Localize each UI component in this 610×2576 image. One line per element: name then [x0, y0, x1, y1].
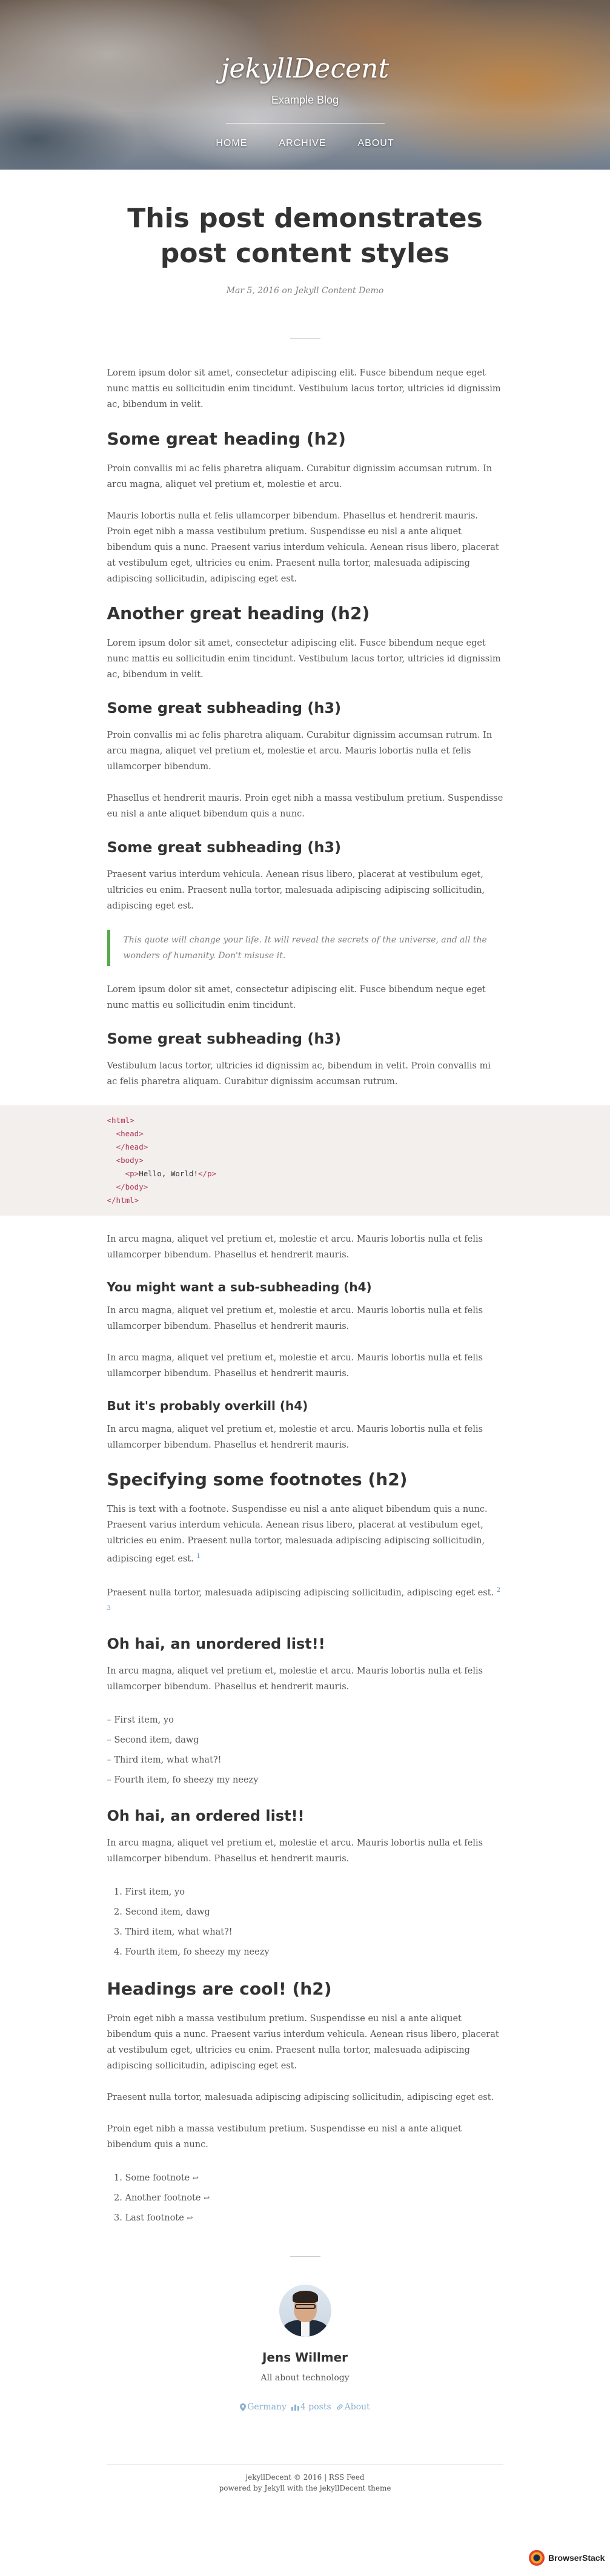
heading-h2: Specifying some footnotes (h2)	[107, 1469, 408, 1489]
footnotes-list	[125, 2168, 503, 2228]
hero-header	[0, 0, 610, 170]
list-item: 3. Third item, what what?!	[125, 1922, 503, 1942]
heading-h2: Headings are cool! (h2)	[107, 1979, 332, 1999]
paragraph: Lorem ipsum dolor sit amet, consectetur adipiscing elit. Fusce bibendum neque eget nunc mattis eu sollicitudin enim tincidunt. Vestibulum lacus tortor, ultricies id dignissim ac, bibendum in velit.	[107, 368, 501, 409]
code-tag: <html>	[107, 1116, 134, 1125]
avatar-shirt	[301, 2320, 310, 2337]
author-about-label: About	[344, 2402, 370, 2412]
code-tag: </html>	[107, 1196, 139, 1205]
site-footer	[0, 2464, 610, 2492]
footer-powered-by: powered by Jekyll with the jekyllDecent theme	[219, 2484, 391, 2493]
footnote-backlink[interactable]: ↩	[192, 2174, 199, 2183]
list-item: 2. Second item, dawg	[125, 1902, 503, 1922]
paragraph	[107, 1502, 503, 1567]
author-divider	[290, 2256, 320, 2257]
post-meta: Mar 5, 2016 on Jekyll Content Demo	[226, 286, 384, 296]
author-bio: All about technology	[260, 2373, 350, 2383]
heading-h4: But it's probably overkill (h4)	[107, 1399, 308, 1413]
heading-h3: Some great subheading (h3)	[107, 1030, 342, 1047]
footnote-backlink[interactable]: ↩	[187, 2214, 193, 2223]
footnote-refs[interactable]: 2 3	[107, 1586, 501, 1612]
paragraph	[107, 1583, 503, 1619]
nav-home[interactable]: HOME	[216, 138, 248, 148]
ordered-list	[125, 1882, 503, 1962]
browserstack-badge	[529, 2550, 605, 2566]
paragraph: Proin convallis mi ac felis pharetra aliquam. Curabitur dignissim accumsan rutrum. In arcu magna, aliquet vel pretium et, molestie et arcu. Mauris lobortis nulla et felis ullamcorper bibendum.	[107, 730, 492, 772]
footnote-item	[125, 2168, 503, 2188]
header-divider	[226, 123, 385, 124]
code-tag: <p>	[125, 1169, 139, 1178]
list-item: – Second item, dawg	[107, 1730, 503, 1750]
avatar-glasses	[295, 2304, 316, 2309]
paragraph: In arcu magna, aliquet vel pretium et, molestie et arcu. Mauris lobortis nulla et felis ullamcorper bibendum. Phasellus et hendrerit mauris.	[107, 1353, 483, 1379]
paragraph: In arcu magna, aliquet vel pretium et, molestie et arcu. Mauris lobortis nulla et felis ullamcorper bibendum. Phasellus et hendrerit mauris.	[107, 1234, 483, 1260]
heading-h2: Another great heading (h2)	[107, 603, 370, 623]
author-name: Jens Willmer	[262, 2350, 348, 2365]
avatar	[279, 2285, 331, 2337]
paragraph: Phasellus et hendrerit mauris. Proin eget nibh a massa vestibulum pretium. Suspendisse eu nisl a ante aliquet bibendum quis a nunc.	[107, 793, 503, 819]
footnote-item	[125, 2188, 503, 2208]
link-icon	[336, 2403, 343, 2411]
code-tag: <head>	[116, 1129, 144, 1138]
map-pin-icon	[240, 2403, 246, 2411]
code-tag: </body>	[116, 1182, 148, 1191]
paragraph: Praesent varius interdum vehicula. Aenean risus libero, placerat at vestibulum eget, ultricies eu enim. Praesent nulla tortor, malesuada adipiscing adipiscing sollicitudin, adipiscing eget est.	[107, 870, 485, 911]
code-tag: </head>	[116, 1142, 148, 1151]
bar-chart-icon	[291, 2403, 299, 2411]
code-tag: </p>	[198, 1169, 217, 1178]
paragraph: Praesent nulla tortor, malesuada adipiscing adipiscing sollicitudin, adipiscing eget est.	[107, 2093, 494, 2103]
code-text: Hello, World!	[139, 1169, 199, 1178]
heading-h3: Oh hai, an unordered list!!	[107, 1635, 325, 1653]
main-nav	[0, 138, 610, 149]
paragraph-text: This is text with a footnote. Suspendisse eu nisl a ante aliquet bibendum quis a nunc. Praesent varius interdum vehicula. Aenean risus libero, placerat at vestibulum eget, ultricies eu enim. Praesent nulla tortor, malesuada adipiscing adipiscing sollicitudin, adipiscing eget est.	[107, 1505, 488, 1564]
footnote-text: Another footnote	[125, 2193, 201, 2204]
site-brand[interactable]: jekyllDecent	[220, 53, 390, 84]
footer-copyright: jekyllDecent © 2016 | RSS Feed	[245, 2473, 365, 2482]
paragraph-text: Praesent nulla tortor, malesuada adipiscing adipiscing sollicitudin, adipiscing eget est.	[107, 1588, 494, 1598]
post-title: This post demonstrates post content styles	[127, 203, 483, 269]
list-item: – Fourth item, fo sheezy my neezy	[107, 1770, 503, 1790]
footnote-backlink[interactable]: ↩	[204, 2194, 210, 2203]
footnote-text: Some footnote	[125, 2173, 190, 2184]
code-block	[0, 1105, 610, 1216]
author-links	[107, 2402, 503, 2412]
paragraph: Lorem ipsum dolor sit amet, consectetur adipiscing elit. Fusce bibendum neque eget nunc mattis eu sollicitudin enim tincidunt. Vestibulum lacus tortor, ultricies id dignissim ac, bibendum in velit.	[107, 638, 501, 680]
post-content-continued	[107, 1231, 503, 2228]
paragraph: Proin eget nibh a massa vestibulum pretium. Suspendisse eu nisl a ante aliquet bibendum quis a nunc. Praesent varius interdum vehicula. Aenean risus libero, placerat at vestibulum eget, ultricies eu enim. Praesent nulla tortor, malesuada adipiscing adipiscing sollicitudin, adipiscing eget est.	[107, 2014, 499, 2071]
author-location[interactable]	[240, 2402, 287, 2412]
heading-h4: You might want a sub-subheading (h4)	[107, 1280, 372, 1294]
author-about[interactable]	[336, 2402, 370, 2412]
post-container-continued	[107, 1231, 503, 2412]
post-content	[107, 365, 503, 1090]
heading-h3: Oh hai, an ordered list!!	[107, 1807, 305, 1825]
paragraph: In arcu magna, aliquet vel pretium et, molestie et arcu. Mauris lobortis nulla et felis ullamcorper bibendum. Phasellus et hendrerit mauris.	[107, 1838, 483, 1864]
list-item: – Third item, what what?!	[107, 1750, 503, 1770]
avatar-hair	[293, 2291, 318, 2303]
paragraph: Proin eget nibh a massa vestibulum pretium. Suspendisse eu nisl a ante aliquet bibendum quis a nunc.	[107, 2124, 462, 2150]
nav-archive[interactable]: ARCHIVE	[279, 138, 327, 148]
paragraph: In arcu magna, aliquet vel pretium et, molestie et arcu. Mauris lobortis nulla et felis ullamcorper bibendum. Phasellus et hendrerit mauris.	[107, 1306, 483, 1331]
footnote-text: Last footnote	[125, 2213, 184, 2223]
author-posts[interactable]	[291, 2402, 331, 2412]
footer-divider	[107, 2464, 503, 2465]
heading-h2: Some great heading (h2)	[107, 429, 346, 449]
author-card	[107, 2285, 503, 2412]
nav-about[interactable]: ABOUT	[357, 138, 394, 148]
author-posts-label: 4 posts	[300, 2402, 331, 2412]
heading-h3: Some great subheading (h3)	[107, 839, 342, 856]
paragraph: In arcu magna, aliquet vel pretium et, molestie et arcu. Mauris lobortis nulla et felis ullamcorper bibendum. Phasellus et hendrerit mauris.	[107, 1425, 483, 1450]
code-tag: <body>	[116, 1156, 144, 1165]
browserstack-label: BrowserStack	[548, 2553, 605, 2563]
author-location-label: Germany	[247, 2402, 287, 2412]
paragraph: Mauris lobortis nulla et felis ullamcorper bibendum. Phasellus et hendrerit mauris. Proin eget nibh a massa vestibulum pretium. Suspendisse eu nisl a ante aliquet bibendum quis a nunc. Praesent varius interdum vehicula. Aenean risus libero, placerat at vestibulum eget, ultricies eu enim. Praesent nulla tortor, malesuada adipiscing adipiscing sollicitudin, adipiscing eget est.	[107, 511, 499, 584]
post-container	[107, 201, 503, 1090]
paragraph: Lorem ipsum dolor sit amet, consectetur adipiscing elit. Fusce bibendum neque eget nunc mattis eu sollicitudin enim tincidunt.	[107, 985, 486, 1010]
list-item: – First item, yo	[107, 1710, 503, 1730]
list-item: 4. Fourth item, fo sheezy my neezy	[125, 1942, 503, 1962]
browserstack-logo-icon	[529, 2550, 545, 2566]
blockquote: This quote will change your life. It will reveal the secrets of the universe, and all the wonders of humanity. Don't misuse it.	[107, 930, 503, 966]
list-item: 1. First item, yo	[125, 1882, 503, 1902]
footnote-item	[125, 2208, 503, 2228]
paragraph: In arcu magna, aliquet vel pretium et, molestie et arcu. Mauris lobortis nulla et felis ullamcorper bibendum. Phasellus et hendrerit mauris.	[107, 1666, 483, 1692]
code-listing	[107, 1114, 503, 1207]
site-tagline: Example Blog	[271, 94, 339, 106]
heading-h3: Some great subheading (h3)	[107, 700, 342, 717]
unordered-list	[107, 1710, 503, 1790]
paragraph: Proin convallis mi ac felis pharetra aliquam. Curabitur dignissim accumsan rutrum. In arcu magna, aliquet vel pretium et, molestie et arcu.	[107, 464, 492, 489]
footnote-ref[interactable]: 1	[196, 1553, 201, 1560]
paragraph: Vestibulum lacus tortor, ultricies id dignissim ac, bibendum in velit. Proin convallis mi ac felis pharetra aliquam. Curabitur dignissim accumsan rutrum.	[107, 1061, 491, 1087]
title-divider	[290, 338, 320, 339]
